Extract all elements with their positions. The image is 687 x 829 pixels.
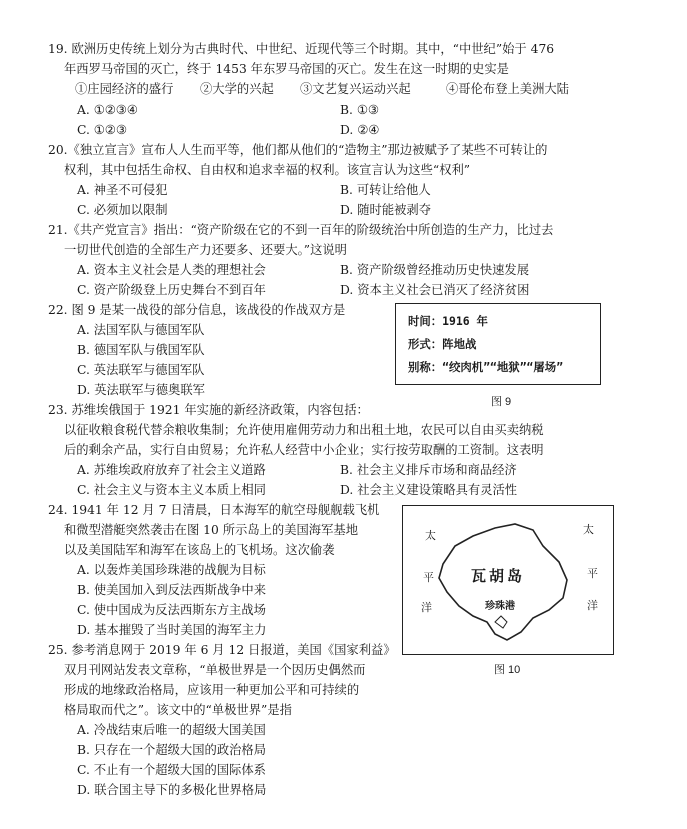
q19-option-b: B. ①③ [340,103,379,117]
q19-option-a: A. ①②③④ [77,103,138,117]
figure-9-time: 时间：1916 年 [408,314,488,328]
q19-option-d: D. ②④ [340,123,380,137]
q23-option-a: A. 苏维埃政府放弃了社会主义道路 [77,463,266,477]
q22-stem: 22. 图 9 是某一战役的部分信息，该战役的作战双方是 [48,303,346,317]
figure-9-caption: 图 9 [491,396,512,408]
map-harbor-name: 珍珠港 [485,601,515,612]
map-ocean-right-2: 平 [587,567,598,580]
q20-stem-line2: 权利，其中包括生命权、自由权和追求幸福的权利。该宣言认为这些“权利” [64,163,471,177]
q19-item-4: ④哥伦布登上美洲大陆 [446,82,569,96]
q20-option-b: B. 可转让给他人 [340,183,431,197]
q23-option-d: D. 社会主义建设策略具有灵活性 [340,483,518,497]
q25-stem-line2: 双月刊网站发表文章称，“单极世界是一个因历史偶然而 [64,663,366,677]
q24-stem-line2: 和微型潜艇突然袭击在图 10 所示岛上的美国海军基地 [64,523,358,537]
q21-option-b: B. 资产阶级曾经推动历史快速发展 [340,263,530,277]
q24-option-b: B. 使美国加入到反法西斯战争中来 [77,583,267,597]
map-ocean-right-3: 洋 [587,599,598,612]
q25-option-a: A. 冷战结束后唯一的超级大国美国 [77,723,266,737]
q24-option-c: C. 使中国成为反法西斯东方主战场 [77,603,266,617]
q23-option-c: C. 社会主义与资本主义本质上相同 [77,483,266,497]
q19-item-1: ①庄园经济的盛行 [75,82,174,96]
q21-option-d: D. 资本主义社会已消灭了经济贫困 [340,283,530,297]
q23-option-b: B. 社会主义排斥市场和商品经济 [340,463,517,477]
q20-stem-line1: 20.《独立宣言》宣布人人生而平等，他们都从他们的“造物主”那边被赋予了某些不可转让的 [48,143,548,157]
q21-option-a: A. 资本主义社会是人类的理想社会 [77,263,266,277]
q22-option-c: C. 英法联军与德国军队 [77,363,205,377]
q22-option-d: D. 英法联军与德奥联军 [77,383,205,397]
map-island-name: 瓦胡岛 [471,567,526,585]
q23-stem-line1: 23. 苏维埃俄国于 1921 年实施的新经济政策，内容包括： [48,403,369,417]
q19-stem-line1: 19. 欧洲历史传统上划分为古典时代、中世纪、近现代等三个时期。其中，“中世纪”始于 476 [48,42,555,56]
q21-stem-line1: 21.《共产党宣言》指出：“资产阶级在它的不到一百年的阶级统治中所创造的生产力，比过去 [48,223,554,237]
q24-option-a: A. 以轰炸美国珍珠港的战舰为目标 [77,563,266,577]
figure-10-map [402,505,614,655]
q24-stem-line1: 24. 1941 年 12 月 7 日清晨，日本海军的航空母舰舰载飞机 [48,503,380,517]
q24-stem-line3: 以及美国陆军和海军在该岛上的飞机场。这次偷袭 [64,543,335,557]
q23-stem-line3: 后的剩余产品，实行自由贸易；允许私人经营中小企业；实行按劳取酬的工资制。这表明 [64,443,544,457]
q22-option-b: B. 德国军队与俄国军队 [77,343,205,357]
q25-stem-line4: 格局取而代之”。该文中的“单极世界”是指 [64,703,292,717]
q20-option-c: C. 必须加以限制 [77,203,168,217]
q23-stem-line2: 以征收粮食税代替余粮收集制；允许使用雇佣劳动力和出租土地，农民可以自由买卖纳税 [64,423,544,437]
q19-option-c: C. ①②③ [77,123,127,137]
figure-9-alias: 别称：“绞肉机”“地狱”“屠场” [408,360,564,374]
q25-option-c: C. 不止有一个超级大国的国际体系 [77,763,266,777]
q25-stem-line3: 形成的地缘政治格局，应该用一种更加公平和可持续的 [64,683,360,697]
map-ocean-left-3: 洋 [421,601,432,614]
q25-stem-line1: 25. 参考消息网于 2019 年 6 月 12 日报道，美国《国家利益》 [48,643,396,657]
q25-option-b: B. 只存在一个超级大国的政治格局 [77,743,267,757]
q20-option-d: D. 随时能被剥夺 [340,203,432,217]
map-ocean-left-1: 太 [425,529,436,542]
q19-stem-line2: 年西罗马帝国的灭亡，终于 1453 年东罗马帝国的灭亡。发生在这一时期的史实是 [64,62,509,76]
figure-9-box [395,303,601,385]
q19-item-2: ②大学的兴起 [200,82,274,96]
q25-option-d: D. 联合国主导下的多极化世界格局 [77,783,267,797]
q24-option-d: D. 基本摧毁了当时美国的海军主力 [77,623,267,637]
q21-option-c: C. 资产阶级登上历史舞台不到百年 [77,283,266,297]
figure-9-form: 形式：阵地战 [408,337,477,351]
figure-10-caption: 图 10 [494,664,521,676]
map-ocean-right-1: 太 [583,523,594,536]
q21-stem-line2: 一切世代创造的全部生产力还要多、还要大。”这说明 [64,243,347,257]
q20-option-a: A. 神圣不可侵犯 [77,183,168,197]
q22-option-a: A. 法国军队与德国军队 [77,323,205,337]
q19-item-3: ③文艺复兴运动兴起 [300,82,411,96]
map-ocean-left-2: 平 [423,571,434,584]
